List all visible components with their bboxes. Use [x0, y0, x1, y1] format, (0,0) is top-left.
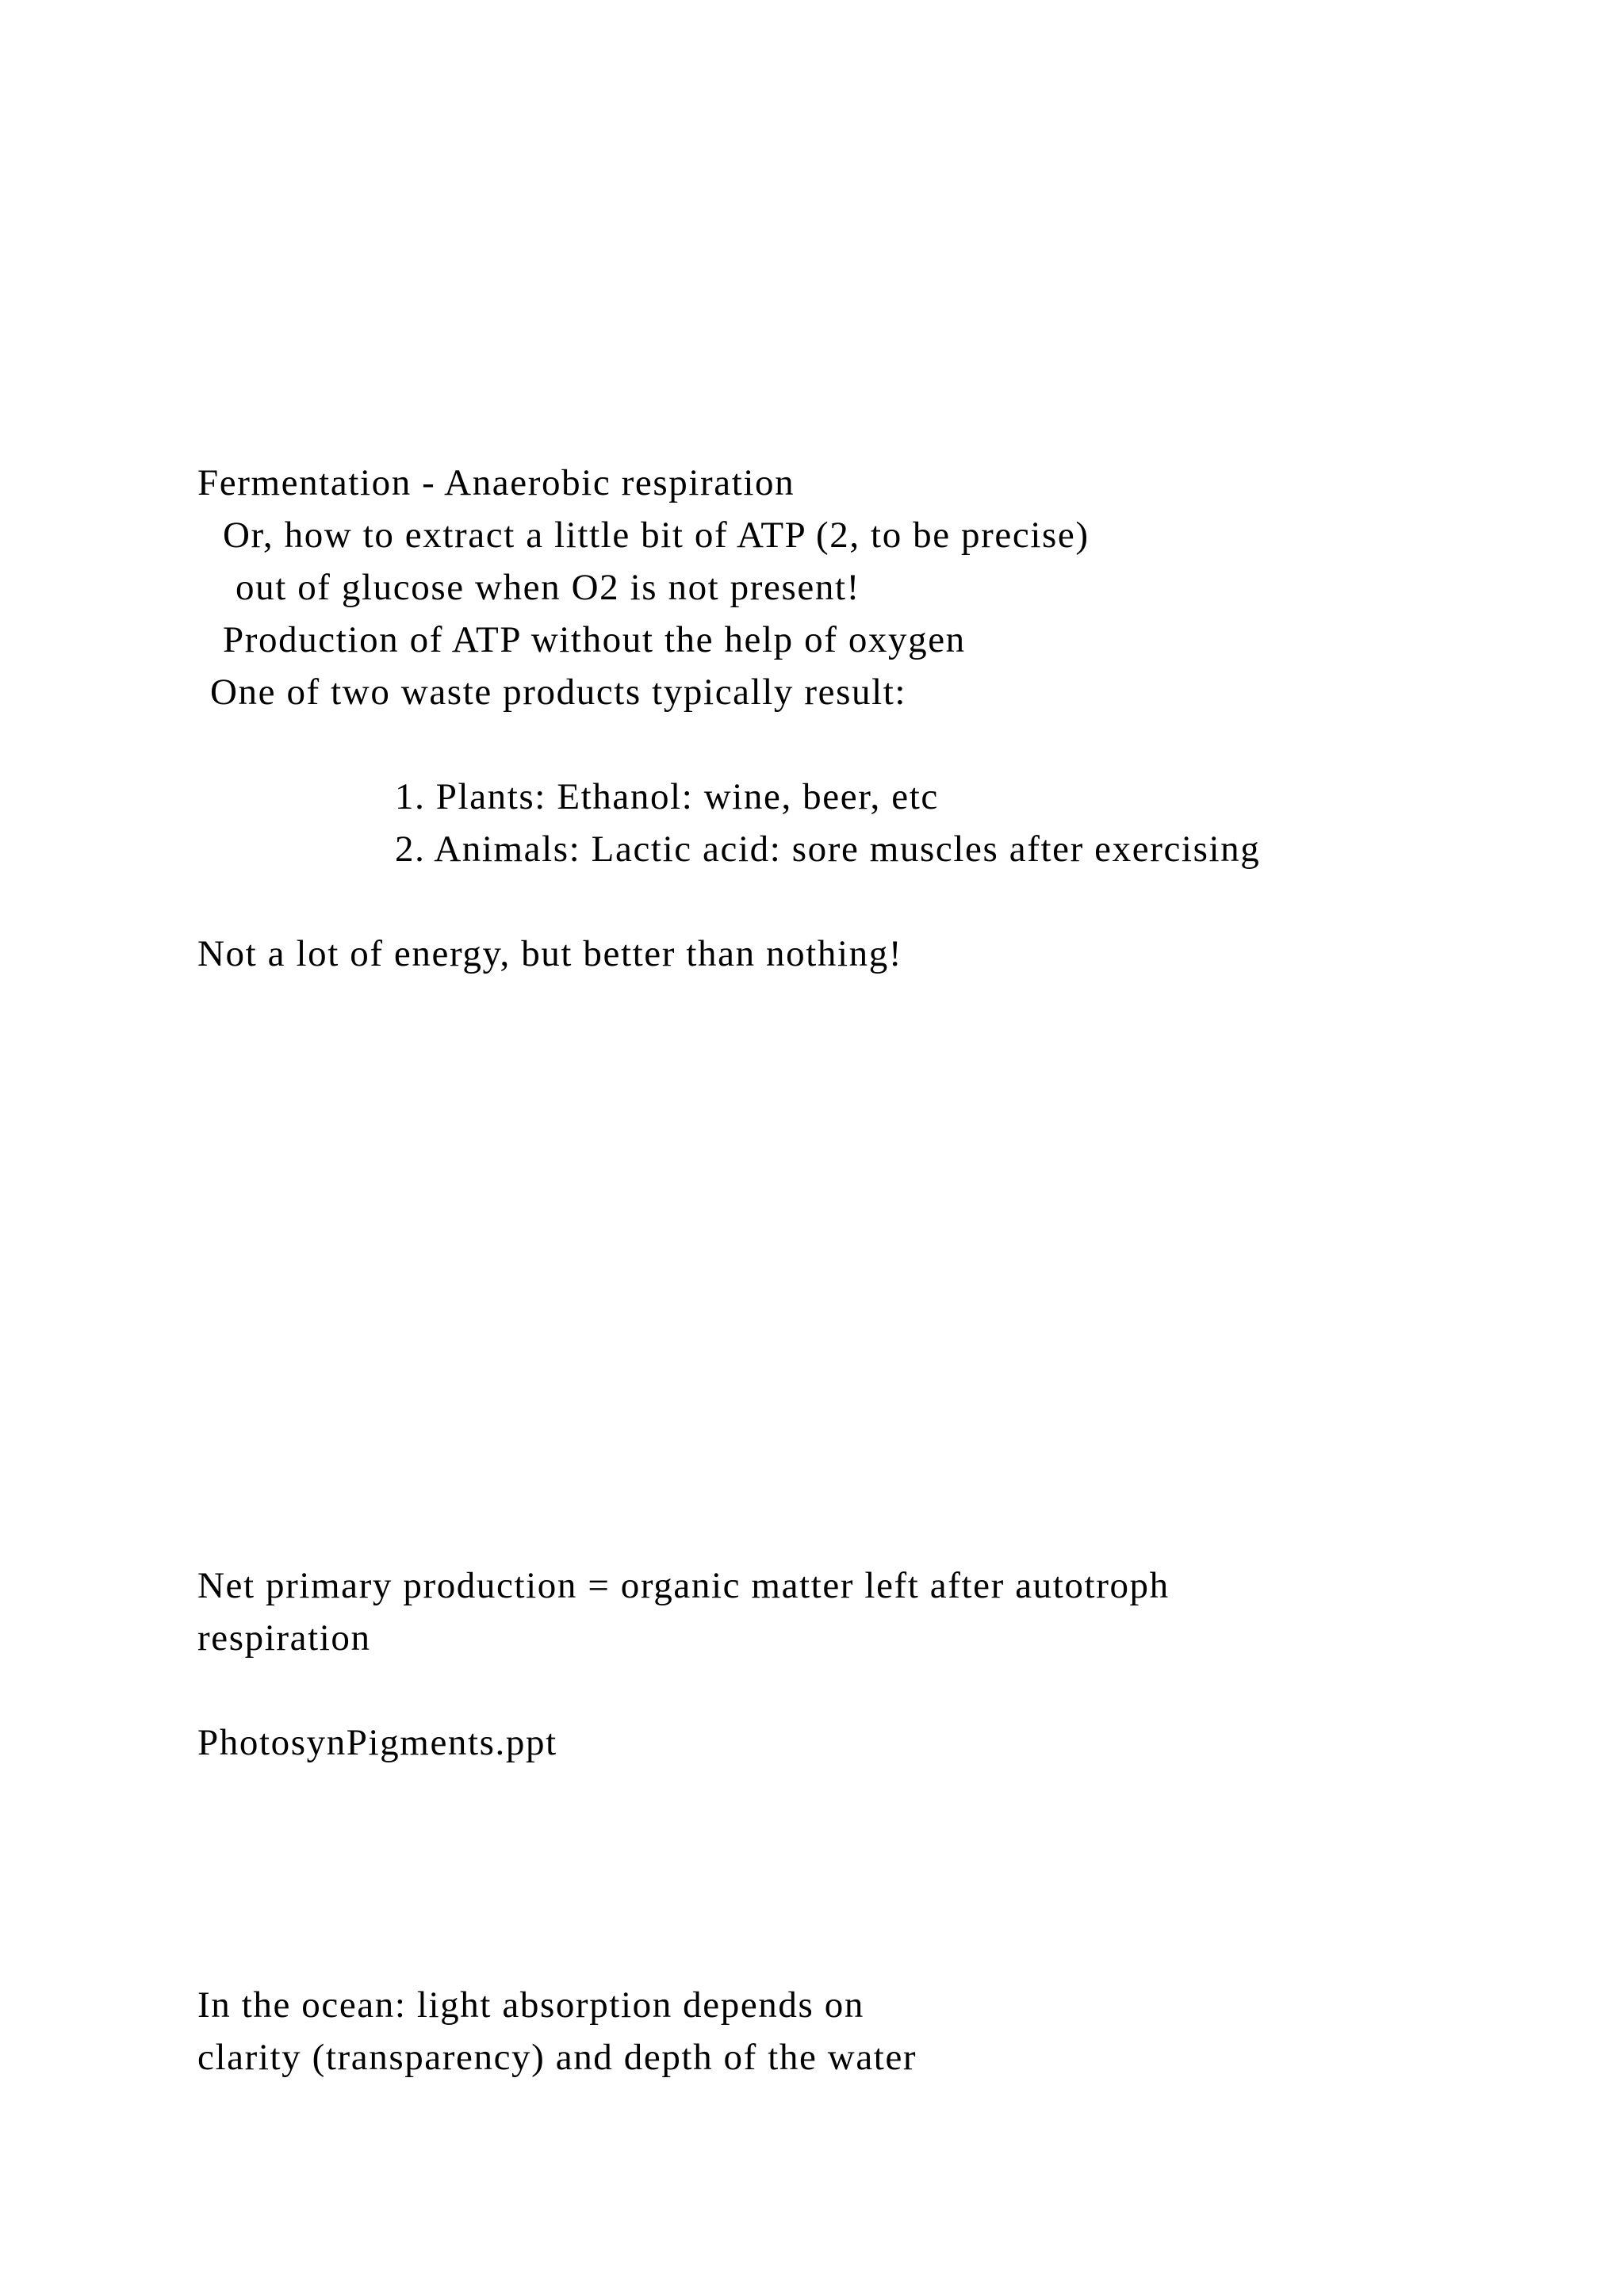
- fermentation-text-line: Production of ATP without the help of oxygen: [223, 619, 966, 660]
- net-primary-production-text: Net primary production = organic matter left after autotroph: [197, 1565, 1170, 1606]
- list-item: 2. Animals: Lactic acid: sore muscles after exercising: [395, 828, 1261, 870]
- net-primary-production-text: respiration: [197, 1617, 371, 1659]
- list-item: 1. Plants: Ethanol: wine, beer, etc: [395, 776, 939, 817]
- ocean-text-line: In the ocean: light absorption depends on: [197, 1984, 864, 2026]
- fermentation-heading: Fermentation - Anaerobic respiration: [197, 462, 795, 503]
- fermentation-text-line: Or, how to extract a little bit of ATP (2, to be precise): [223, 515, 1090, 556]
- file-reference: PhotosynPigments.ppt: [197, 1722, 557, 1763]
- fermentation-text-line: out of glucose when O2 is not present!: [236, 567, 860, 608]
- fermentation-closing: Not a lot of energy, but better than nothing!: [197, 933, 903, 974]
- ocean-text-line: clarity (transparency) and depth of the water: [197, 2037, 917, 2078]
- fermentation-text-line: One of two waste products typically result:: [210, 672, 907, 713]
